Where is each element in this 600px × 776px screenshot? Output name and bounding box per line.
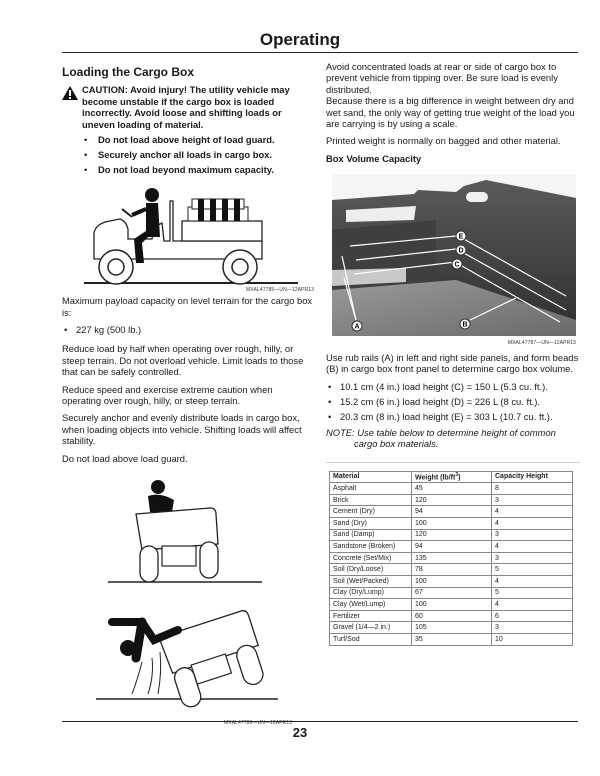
caution-block	[62, 84, 314, 130]
footer-rule	[62, 721, 578, 722]
paragraph: Reduce speed and exercise extreme caution when operating over rough, hilly, or steep terrain.	[62, 383, 273, 406]
capacity-height-cell: 4	[492, 506, 573, 518]
paragraph: Avoid concentrated loads at rear or side of cargo box to prevent vehicle from tipping over. Be sure load is evenly distributed.	[326, 61, 558, 95]
material-cell: Gravel (1/4—2 in.)	[330, 622, 412, 634]
material-cell: Cement (Dry)	[330, 506, 412, 518]
table-row	[330, 541, 573, 553]
capacity-height-cell: 4	[492, 576, 573, 588]
loaded-vehicle-figure	[62, 179, 314, 294]
weight-cell: 45	[412, 483, 492, 495]
note	[326, 427, 580, 450]
table-row	[330, 506, 573, 518]
weight-cell: 120	[412, 529, 492, 541]
materials-table	[329, 471, 573, 646]
capacity-height-cell: 4	[492, 599, 573, 611]
note-line: NOTE: Use table below to determine height of common	[326, 426, 556, 438]
material-cell: Concrete (Set/Mix)	[330, 552, 412, 564]
cargo-box-figure	[326, 170, 580, 348]
material-cell: Sand (Damp)	[330, 529, 412, 541]
material-cell: Sand (Dry)	[330, 518, 412, 530]
header-rule	[62, 52, 578, 53]
table-row	[330, 634, 573, 646]
figure-caption: MXAL47787—UN—12APR13	[507, 339, 576, 346]
tipping-hazard-illustration	[62, 472, 314, 722]
material-cell: Brick	[330, 494, 412, 506]
payload-list	[62, 324, 314, 335]
callout-label-b: B	[462, 321, 468, 329]
capacity-height-cell: 3	[492, 529, 573, 541]
weight-cell: 100	[412, 576, 492, 588]
left-column	[62, 65, 314, 728]
payload-intro: Maximum payload capacity on level terrain for the cargo box is:	[62, 295, 313, 318]
figure-caption: MXAL47786—UN—12APR13	[224, 720, 293, 727]
paragraph: Do not load above load guard.	[62, 452, 188, 464]
weight-cell: 94	[412, 541, 492, 553]
caution-bullet: • Do not load beyond maximum capacity.	[84, 164, 314, 176]
weight-cell: 100	[412, 599, 492, 611]
figure-caption: MXAL47785—UN—12APR13	[245, 287, 314, 294]
weight-cell: 105	[412, 622, 492, 634]
table-header-row	[330, 471, 573, 483]
page-number: 23	[292, 725, 308, 740]
utility-vehicle-illustration	[62, 179, 314, 287]
note-line: cargo box materials.	[354, 438, 439, 450]
payload-bullet: • 227 kg (500 lb.)	[62, 324, 314, 335]
table-row	[330, 576, 573, 588]
caution-text: CAUTION: Avoid injury! The utility vehicle may become unstable if the cargo box is loaded incorrectly. Avoid loose and shifting loads or uneven loading of material.	[82, 84, 290, 130]
table-row	[330, 599, 573, 611]
capacity-height-cell: 10	[492, 634, 573, 646]
weight-cell: 100	[412, 518, 492, 530]
table-row	[330, 587, 573, 599]
callout-label-e: E	[458, 233, 464, 241]
table-row	[330, 518, 573, 530]
material-cell: Soil (Dry/Loose)	[330, 564, 412, 576]
table-row	[330, 552, 573, 564]
weight-cell: 78	[412, 564, 492, 576]
table-row	[330, 622, 573, 634]
paragraph: Printed weight is normally on bagged and other material.	[326, 135, 561, 147]
capacity-height-cell: 5	[492, 587, 573, 599]
column-header-weight: Weight $(lb/ft^3)$	[412, 471, 492, 483]
subheading: Box Volume Capacity	[326, 152, 422, 164]
table-separator	[326, 462, 580, 463]
material-cell: Fertilizer	[330, 610, 412, 622]
table-row	[330, 529, 573, 541]
section-heading: Loading the Cargo Box	[62, 65, 194, 79]
tipping-vehicle-figure	[62, 472, 314, 728]
material-cell: Asphalt	[330, 483, 412, 495]
weight-cell: 67	[412, 587, 492, 599]
material-cell: Sandstone (Broken)	[330, 541, 412, 553]
weight-cell: 35	[412, 634, 492, 646]
volume-bullet: • 20.3 cm (8 in.) load height (E) = 303 L (10.7 cu. ft.).	[326, 411, 580, 422]
page-title: Operating	[259, 30, 341, 49]
table-row	[330, 494, 573, 506]
capacity-height-cell: 5	[492, 564, 573, 576]
column-header-material: Material	[330, 471, 412, 483]
material-cell: Turf/Sod	[330, 634, 412, 646]
callout-label-d: D	[458, 247, 464, 255]
warning-triangle-icon	[62, 86, 78, 100]
paragraph: Securely anchor and evenly distribute loads in cargo box, when loading objects into vehicle. Shifting loads will affect stability.	[62, 412, 302, 447]
table-row	[330, 610, 573, 622]
capacity-height-cell: 4	[492, 541, 573, 553]
table-row	[330, 564, 573, 576]
callout-label-c: C	[454, 261, 460, 269]
caution-bullets	[84, 134, 314, 175]
material-cell: Soil (Wet/Packed)	[330, 576, 412, 588]
volume-intro: Use rub rails (A) in left and right side panels, and form beads (B) in cargo box front panel to determine cargo box volume.	[326, 351, 579, 375]
paragraph: Because there is a big difference in weight between dry and wet sand, the only way of getting true weight of the load you are carrying is by using a scale.	[326, 95, 575, 130]
capacity-height-cell: 3	[492, 622, 573, 634]
caution-bullet: • Securely anchor all loads in cargo box.	[84, 149, 314, 161]
weight-cell: 135	[412, 552, 492, 564]
cargo-box-photo	[326, 170, 580, 340]
caution-bullet: • Do not load above height of load guard.	[84, 134, 314, 146]
volume-bullet: • 15.2 cm (6 in.) load height (D) = 226 L (8 cu. ft.).	[326, 396, 580, 407]
material-cell: Clay (Wet/Lump)	[330, 599, 412, 611]
volume-bullet: • 10.1 cm (4 in.) load height (C) = 150 L (5.3 cu. ft.).	[326, 381, 580, 392]
capacity-height-cell: 3	[492, 494, 573, 506]
capacity-height-cell: 8	[492, 483, 573, 495]
weight-cell: 60	[412, 610, 492, 622]
capacity-height-cell: 4	[492, 518, 573, 530]
callout-label-a: A	[354, 323, 360, 331]
volume-list	[326, 381, 580, 423]
weight-cell: 120	[412, 494, 492, 506]
weight-cell: 94	[412, 506, 492, 518]
right-column	[326, 61, 580, 646]
capacity-height-cell: 6	[492, 610, 573, 622]
table-row	[330, 483, 573, 495]
capacity-height-cell: 3	[492, 552, 573, 564]
table-body	[330, 483, 573, 645]
material-cell: Clay (Dry/Lump)	[330, 587, 412, 599]
column-header-capacity: Capacity Height	[492, 471, 573, 483]
paragraph: Reduce load by half when operating over rough, hilly, or steep terrain. Do not overload vehicle. Limit loads to those that can be safely controlled.	[62, 343, 304, 378]
